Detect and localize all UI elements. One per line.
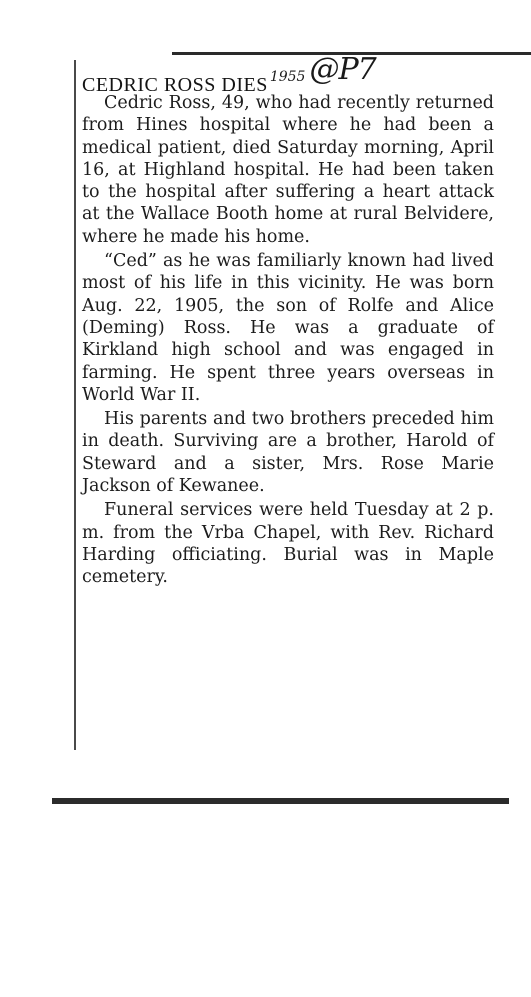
article-paragraph: Cedric Ross, 49, who had recently returned from Hines hospital where he had been a medical patient, died Saturday morning, April 16, at Highland hospital. He had been taken to the hospital after suffering a heart attack at the Wallace Booth home at rural Belvidere, where he made his home.: [82, 93, 494, 247]
handwritten-note: @P7: [309, 52, 376, 87]
article-body: [82, 92, 494, 591]
article-paragraph: His parents and two brothers preceded him in death. Surviving are a brother, Harold of Steward and a sister, Mrs. Rose Marie Jackson of Kewanee.: [82, 409, 494, 497]
left-border-rule: [74, 60, 76, 750]
newspaper-clipping: [60, 52, 510, 752]
bottom-rule: [52, 798, 509, 804]
handwritten-year: 1955: [269, 69, 306, 85]
headline: CEDRIC ROSS DIES: [82, 74, 268, 96]
article-paragraph: Funeral services were held Tuesday at 2 p. m. from the Vrba Chapel, with Rev. Richard Harding officiating. Burial was in Maple cemetery.: [82, 500, 494, 588]
article-paragraph: “Ced” as he was familiarly known had lived most of his life in this vicinity. He was born Aug. 22, 1905, the son of Rolfe and Alice (Deming) Ross. He was a graduate of Kirkland high school and was engaged in farming. He spent three years overseas in World War II.: [82, 251, 494, 405]
